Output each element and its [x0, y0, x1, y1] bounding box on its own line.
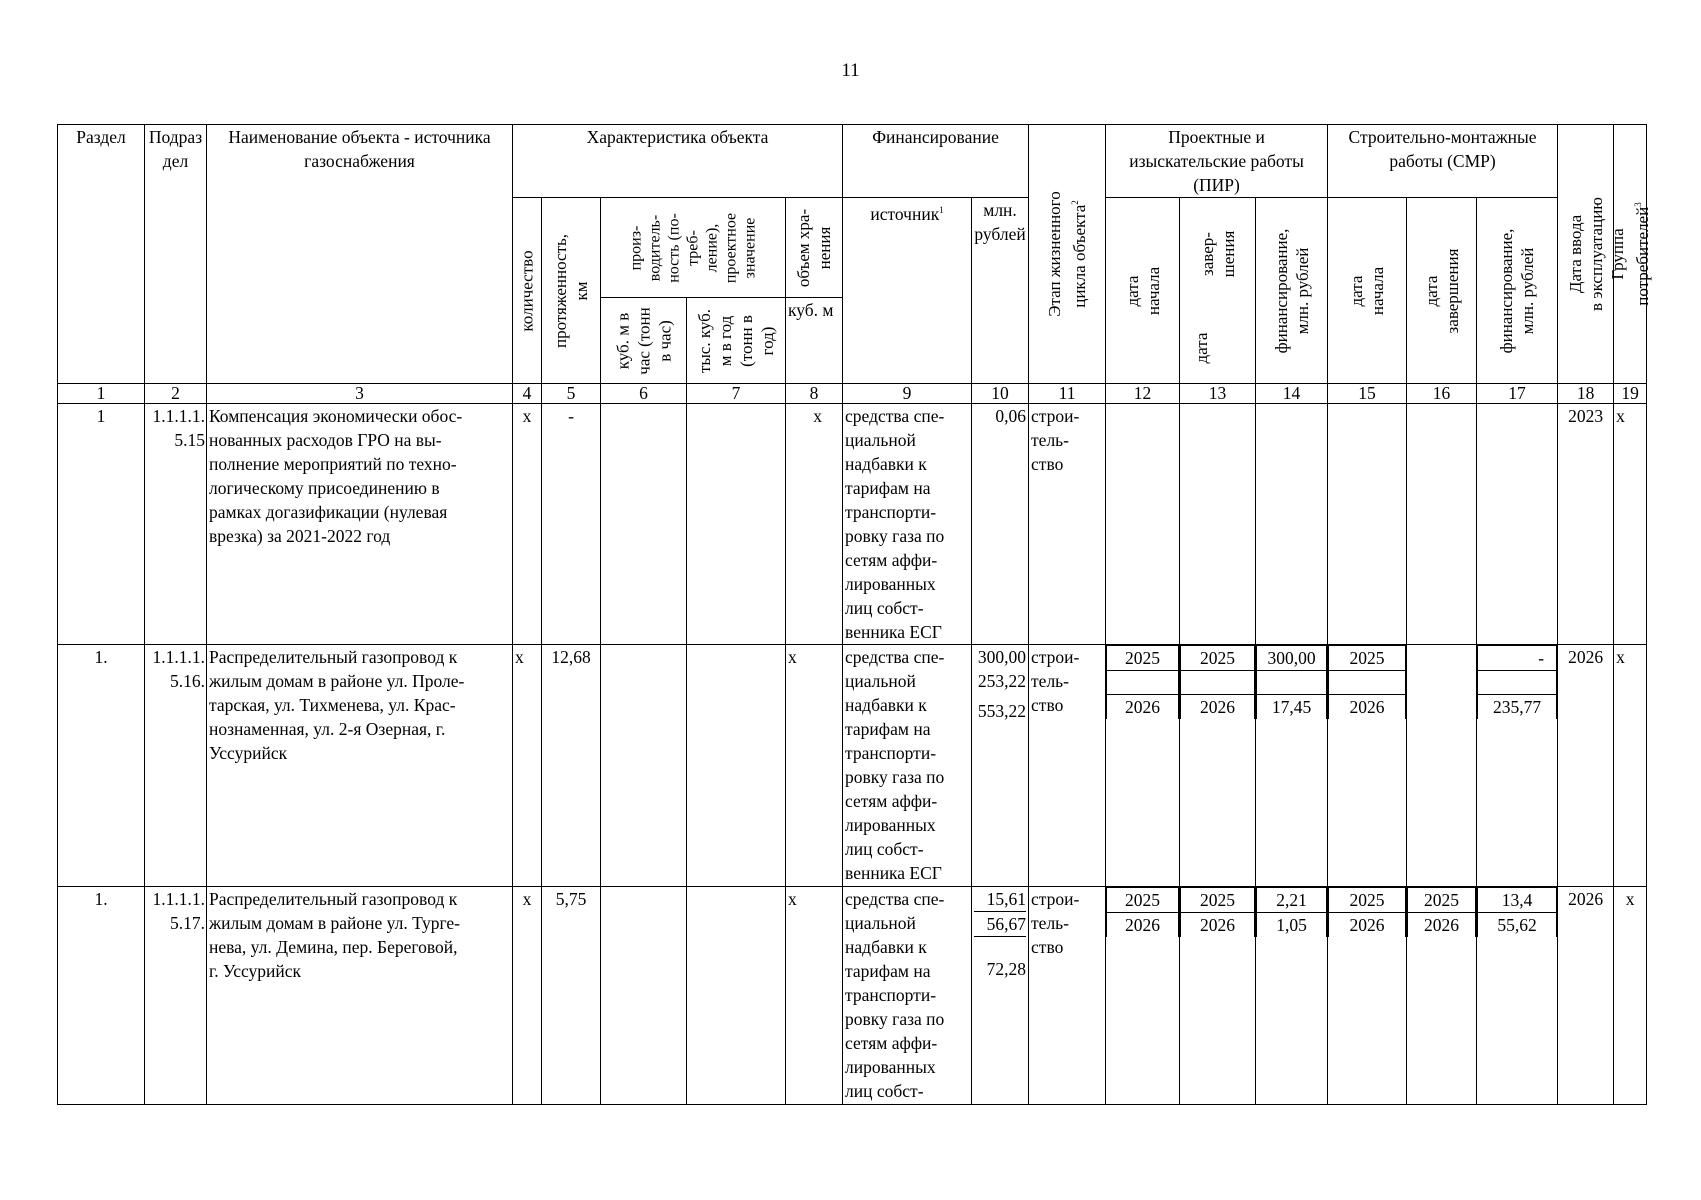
cell-mln	[972, 645, 1029, 887]
cell-pir-end	[1180, 645, 1256, 887]
header-consumers-note: 3	[1633, 202, 1644, 207]
header-mln-rub: млн. рублей	[972, 198, 1029, 384]
cell-storage: х	[786, 645, 843, 887]
header-smr: Строительно-монтажные работы (СМР)	[1328, 125, 1558, 198]
header-smr-fin	[1477, 198, 1558, 384]
cell-prod-1	[601, 404, 687, 645]
cell-prod-2	[687, 404, 786, 645]
cell-mln	[972, 887, 1029, 1105]
header-pir-fin-text: финансирование, млн. рублей	[1271, 228, 1312, 353]
cell-smr-fin	[1477, 645, 1558, 887]
cell-consumers: х	[1614, 404, 1647, 645]
cell-smr-end	[1407, 404, 1477, 645]
mln-value: 253,22	[977, 671, 1027, 691]
cell-source: средства спе- циальной надбавки к тарифам на транспорти- ровку газа по сетям аффи- лированных лиц собст-	[843, 887, 972, 1105]
smr-start-subtable	[1328, 887, 1406, 937]
column-number: 4	[513, 384, 542, 404]
cell-pir-end	[1180, 887, 1256, 1105]
smr-fin-subtable	[1477, 887, 1557, 937]
pir-start-subtable	[1106, 645, 1179, 719]
pir-fin-value: 300,00	[1257, 646, 1327, 671]
gas-objects-table	[57, 124, 1652, 1105]
smr-start-subtable	[1328, 645, 1406, 719]
cell-smr-end	[1407, 887, 1477, 1105]
header-name: Наименование объекта - источника газоснабжения	[207, 125, 513, 384]
cell-pir-end	[1180, 404, 1256, 645]
smr-fin-value: 235,77	[1478, 695, 1557, 720]
smr-start-value: 2025	[1329, 646, 1406, 671]
header-source	[843, 198, 972, 384]
header-prod-unit-2	[687, 298, 786, 384]
cell-smr-fin	[1477, 404, 1558, 645]
header-pir-start-text: дата начала	[1122, 266, 1163, 315]
header-pir-end	[1180, 198, 1256, 384]
header-quantity	[513, 198, 542, 384]
pir-end-value: 2025	[1181, 888, 1255, 913]
header-prod-unit-1	[601, 298, 687, 384]
header-storage-text: объем хра- нения	[794, 208, 835, 287]
cell-podrazdel: 1.1.1.1. 5.16.	[145, 645, 207, 887]
cell-storage: х	[786, 887, 843, 1105]
cell-quantity: х	[513, 404, 542, 645]
column-number: 12	[1106, 384, 1180, 404]
column-number: 9	[843, 384, 972, 404]
column-number: 10	[972, 384, 1029, 404]
page-number: 11	[841, 60, 860, 81]
mln-value: 56,67	[974, 912, 1026, 937]
header-smr-end	[1407, 198, 1477, 384]
pir-fin-spacer	[1257, 671, 1327, 695]
table-row	[58, 887, 1647, 1105]
cell-consumers: х	[1614, 645, 1647, 887]
header-storage-unit: куб. м	[786, 298, 843, 384]
column-number: 15	[1328, 384, 1407, 404]
cell-podrazdel: 1.1.1.1. 5.17.	[145, 887, 207, 1105]
column-number: 3	[207, 384, 513, 404]
smr-end-subtable	[1407, 887, 1476, 937]
pir-start-value: 2025	[1107, 646, 1179, 671]
smr-end-value: 2026	[1408, 913, 1476, 938]
pir-end-value: 2026	[1181, 913, 1255, 938]
pir-end-subtable	[1180, 645, 1255, 719]
table-row	[58, 404, 1647, 645]
column-number: 2	[145, 384, 207, 404]
header-source-text: источник	[870, 203, 940, 224]
cell-name: Компенсация экономически обос- нованных расходов ГРО на вы- полнение мероприятий по техно- логическому присоединению в рамках догазификации (нулевая врезка) за 2021-2022 год	[207, 404, 513, 645]
column-number: 1	[58, 384, 145, 404]
header-prod-unit-2-text: тыс. куб. м в год (тонн в год)	[695, 308, 777, 373]
cell-pir-fin	[1256, 404, 1328, 645]
column-number: 6	[601, 384, 687, 404]
header-consumers	[1608, 125, 1652, 384]
column-number: 11	[1029, 384, 1106, 404]
smr-start-value: 2025	[1329, 888, 1406, 913]
pir-fin-value: 1,05	[1257, 913, 1327, 938]
cell-podrazdel: 1.1.1.1. 5.15	[145, 404, 207, 645]
header-pir: Проектные и изыскательские работы (ПИР)	[1106, 125, 1328, 198]
header-stage	[1029, 125, 1106, 384]
table-row	[58, 645, 1647, 887]
header-pir-start	[1106, 198, 1180, 384]
smr-fin-subtable	[1477, 645, 1557, 719]
mln-total: 72,28	[986, 959, 1027, 979]
smr-end-value: 2025	[1408, 888, 1476, 913]
pir-start-value: 2026	[1107, 913, 1179, 938]
column-number: 8	[786, 384, 843, 404]
cell-consumers: х	[1614, 887, 1647, 1105]
header-stage-note: 2	[1070, 200, 1081, 205]
header-productivity-text: произ- водитель- ность (по- треб- ление), проектное значение	[627, 212, 759, 283]
cell-name: Распределительный газопровод к жилым домам в районе ул. Проле- тарская, ул. Тихменева, ул. Крас- нознаменная, ул. 2-я Озерная, г. Уссурийск	[207, 645, 513, 887]
cell-pir-fin	[1256, 645, 1328, 887]
header-productivity	[601, 198, 786, 298]
cell-razdel: 1	[58, 404, 145, 645]
cell-commission: 2023	[1558, 404, 1614, 645]
cell-stage: строи- тель- ство	[1029, 404, 1106, 645]
header-smr-end-text: дата завершения	[1421, 248, 1462, 333]
header-razdel: Раздел	[58, 125, 145, 384]
pir-start-subtable	[1106, 887, 1179, 937]
mln-total: 553,22	[977, 701, 1027, 721]
cell-pir-fin	[1256, 887, 1328, 1105]
cell-commission: 2026	[1558, 887, 1614, 1105]
header-consumers-text: Группа потребителей	[1608, 206, 1652, 306]
header-source-note: 1	[939, 205, 944, 215]
cell-stage: строи- тель- ство	[1029, 645, 1106, 887]
cell-stage: строи- тель- ство	[1029, 887, 1106, 1105]
column-number: 19	[1614, 384, 1647, 404]
pir-start-spacer	[1107, 671, 1179, 695]
cell-length: 5,75	[542, 887, 601, 1105]
mln-value: 0,06	[995, 406, 1027, 426]
pir-end-value: 2025	[1181, 646, 1255, 671]
mln-value: 300,00	[977, 647, 1027, 667]
header-smr-start-text: дата начала	[1347, 266, 1388, 315]
column-numbers-row	[58, 384, 1647, 404]
cell-razdel: 1.	[58, 645, 145, 887]
cell-quantity: х	[513, 887, 542, 1105]
column-number: 16	[1407, 384, 1477, 404]
cell-prod-1	[601, 887, 687, 1105]
cell-pir-start	[1106, 404, 1180, 645]
pir-fin-subtable	[1256, 645, 1327, 719]
cell-razdel: 1.	[58, 887, 145, 1105]
smr-fin-spacer	[1478, 671, 1557, 695]
header-financing: Финансирование	[843, 125, 1029, 198]
mln-value: 15,61	[974, 887, 1026, 912]
cell-pir-start	[1106, 645, 1180, 887]
header-pir-end-top: завер- шения	[1197, 230, 1238, 278]
cell-quantity: х	[513, 645, 542, 887]
cell-storage: х	[786, 404, 843, 645]
cell-source: средства спе- циальной надбавки к тарифам на транспорти- ровку газа по сетям аффи- лированных лиц собст- венника ЕСГ	[843, 404, 972, 645]
header-quantity-text: количество	[517, 249, 537, 332]
pir-end-value: 2026	[1181, 695, 1255, 720]
smr-fin-value: 55,62	[1478, 913, 1557, 938]
header-length	[542, 198, 601, 384]
pir-end-subtable	[1180, 887, 1255, 937]
header-commission	[1558, 125, 1614, 384]
smr-start-value: 2026	[1329, 913, 1406, 938]
header-podrazdel: Подраздел	[145, 125, 207, 384]
pir-end-spacer	[1181, 671, 1255, 695]
pir-start-value: 2025	[1107, 888, 1179, 913]
cell-length: 12,68	[542, 645, 601, 887]
cell-commission: 2026	[1558, 645, 1614, 887]
cell-prod-2	[687, 645, 786, 887]
cell-prod-1	[601, 645, 687, 887]
cell-pir-start	[1106, 887, 1180, 1105]
cell-source: средства спе- циальной надбавки к тарифам на транспорти- ровку газа по сетям аффи- лированных лиц собст- венника ЕСГ	[843, 645, 972, 887]
cell-smr-start	[1328, 645, 1407, 887]
cell-smr-end	[1407, 645, 1477, 887]
pir-fin-value: 2,21	[1257, 888, 1327, 913]
column-number: 13	[1180, 384, 1256, 404]
header-prod-unit-1-text: куб. м в час (тонн в час)	[613, 306, 674, 375]
cell-smr-fin	[1477, 887, 1558, 1105]
header-stage-text: Этап жизненного цикла объекта	[1045, 191, 1089, 317]
cell-length: -	[542, 404, 601, 645]
cell-mln	[972, 404, 1029, 645]
header-pir-fin	[1256, 198, 1328, 384]
cell-prod-2	[687, 887, 786, 1105]
cell-smr-start	[1328, 887, 1407, 1105]
header-commission-text: Дата ввода в эксплуатацию	[1565, 197, 1606, 311]
header-storage	[786, 198, 843, 298]
column-number: 14	[1256, 384, 1328, 404]
column-number: 5	[542, 384, 601, 404]
header-length-text: протяженность, км	[551, 233, 591, 348]
header-smr-fin-text: финансирование, млн. рублей	[1497, 228, 1538, 353]
column-number: 18	[1558, 384, 1614, 404]
pir-start-value: 2026	[1107, 695, 1179, 720]
smr-start-value: 2026	[1329, 695, 1406, 720]
column-number: 17	[1477, 384, 1558, 404]
header-smr-start	[1328, 198, 1407, 384]
pir-fin-value: 17,45	[1257, 695, 1327, 720]
header-characteristic: Характеристика объекта	[513, 125, 843, 198]
smr-fin-value: -	[1478, 646, 1557, 671]
cell-name: Распределительный газопровод к жилым домам в районе ул. Турге- нева, ул. Демина, пер. Береговой, г. Уссурийск	[207, 887, 513, 1105]
pir-fin-subtable	[1256, 887, 1327, 937]
header-row-1	[58, 125, 1647, 198]
smr-start-spacer	[1329, 671, 1406, 695]
smr-fin-value: 13,4	[1478, 888, 1557, 913]
header-pir-end-bottom: дата	[1192, 332, 1212, 364]
column-number: 7	[687, 384, 786, 404]
cell-smr-start	[1328, 404, 1407, 645]
